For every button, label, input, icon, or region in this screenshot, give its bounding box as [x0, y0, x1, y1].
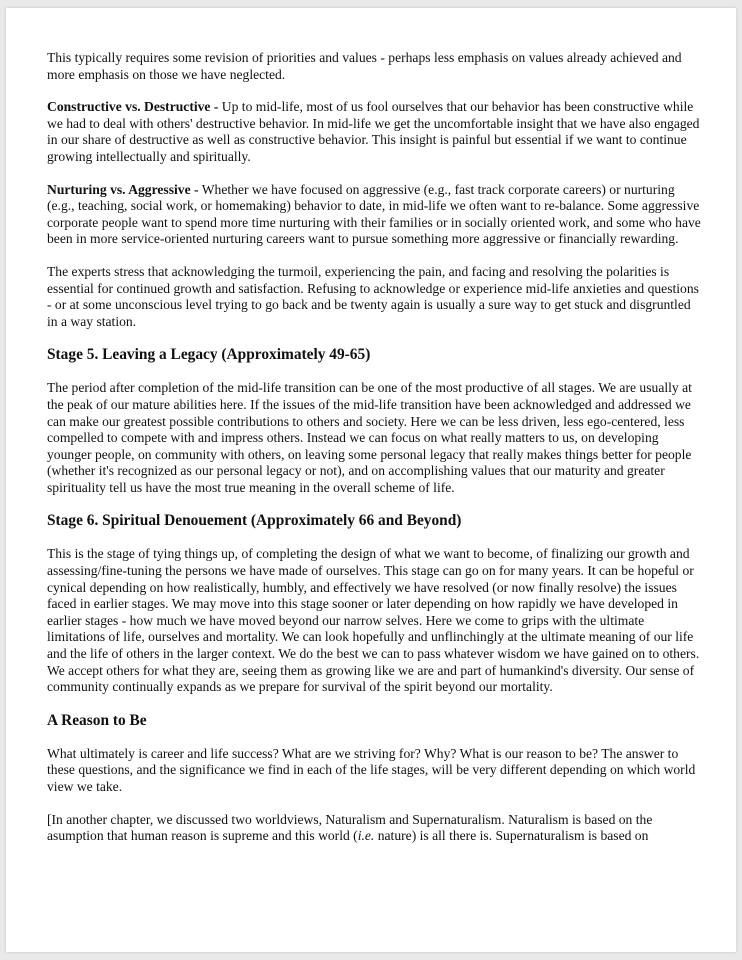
document-page	[6, 8, 736, 952]
text-nurturing: Whether we have focused on aggressive (e.g., fast track corporate careers) or nurturing (e.g., teaching, social work, or homemaking) behavior to date, in mid-life we often want to re-balance. Some aggressive corporate people want to spend more time nurturing with their families or in socially oriented work, and some who have been in more service-oriented nurturing careers want to pursue something more aggressive or financially rewarding.	[47, 181, 701, 247]
paragraph-nurturing	[47, 182, 703, 248]
text-worldviews-b: nature) is all there is. Supernaturalism is based on	[374, 828, 649, 844]
paragraph-stage-5: The period after completion of the mid-life transition can be one of the most productive of all stages. We are usually at the peak of our mature abilities here. If the issues of the mid-life transition have been acknowledged and addressed we can make our greatest possible contributions to others and society. Here we can be less driven, less ego-centered, less compelled to compete with and impress others. Instead we can focus on what really matters to us, on developing younger people, on community with others, on leaving some personal legacy that really makes things better for people (whether it's recognized as our personal legacy or not), and on accomplishing values that our maturity and greater spirituality tell us have the most true meaning in the overall scheme of life.	[47, 380, 692, 495]
paragraph-priorities: This typically requires some revision of priorities and values - perhaps less emphasis on values already achieved and more emphasis on those we have neglected.	[47, 50, 682, 82]
paragraph-experts: The experts stress that acknowledging the turmoil, experiencing the pain, and facing and resolving the polarities is essential for continued growth and satisfaction. Refusing to acknowledge or experience mid-life anxieties and questions - or at some unconscious level trying to go back and be twenty again is usually a sure way to get stuck and disgruntled in a way station.	[47, 263, 699, 329]
paragraph-worldviews	[47, 812, 703, 845]
text-ie: i.e.	[357, 828, 375, 844]
heading-stage-6: Stage 6. Spiritual Denouement (Approximately 66 and Beyond)	[47, 512, 462, 530]
lead-constructive: Constructive vs. Destructive -	[47, 99, 219, 115]
lead-nurturing: Nurturing vs. Aggressive -	[47, 181, 199, 197]
text-constructive: Up to mid-life, most of us fool ourselves that our behavior has been constructive while we had to deal with others' destructive behavior. In mid-life we get the uncomfortable insight that we have also engaged in our share of destructive as well as constructive behavior. This insight is painful but essential if we want to continue growing intellectually and spiritually.	[47, 99, 700, 164]
paragraph-reason: What ultimately is career and life success? What are we striving for? Why? What is our reason to be? The answer to these questions, and the significance we find in each of the life stages, will be very different depending on which world view we take.	[47, 745, 696, 794]
heading-stage-5: Stage 5. Leaving a Legacy (Approximately 49-65)	[47, 346, 371, 364]
document-body	[47, 50, 703, 861]
heading-reason-to-be: A Reason to Be	[47, 711, 147, 729]
paragraph-stage-6: This is the stage of tying things up, of completing the design of what we want to become, of finalizing our growth and assessing/fine-tuning the persons we have made of ourselves. This stage can go on for many years. It can be hopeful or cynical depending on how realistically, humbly, and effectively we have resolved (or now finally resolve) the issues faced in earlier stages. We may move into this stage sooner or later depending on how rapidly we have developed in earlier stages - how much we have moved beyond our narrow selves. Here we come to grips with the ultimate limitations of life, ourselves and mortality. We can look hopefully and unflinchingly at the ultimate meaning of our life and the life of others in the larger context. We do the best we can to pass whatever wisdom we have gained on to others. We accept others for what they are, seeing them as growing like we are and part of humankind's diversity. Our sense of community continually expands as we prepare for survival of the spirit beyond our mortality.	[47, 546, 700, 695]
text-worldviews-a: [In another chapter, we discussed two worldviews, Naturalism and Supernaturalism. Naturalism is based on the asumption that human reason is supreme and this world (	[47, 811, 653, 844]
paragraph-constructive	[47, 99, 703, 165]
